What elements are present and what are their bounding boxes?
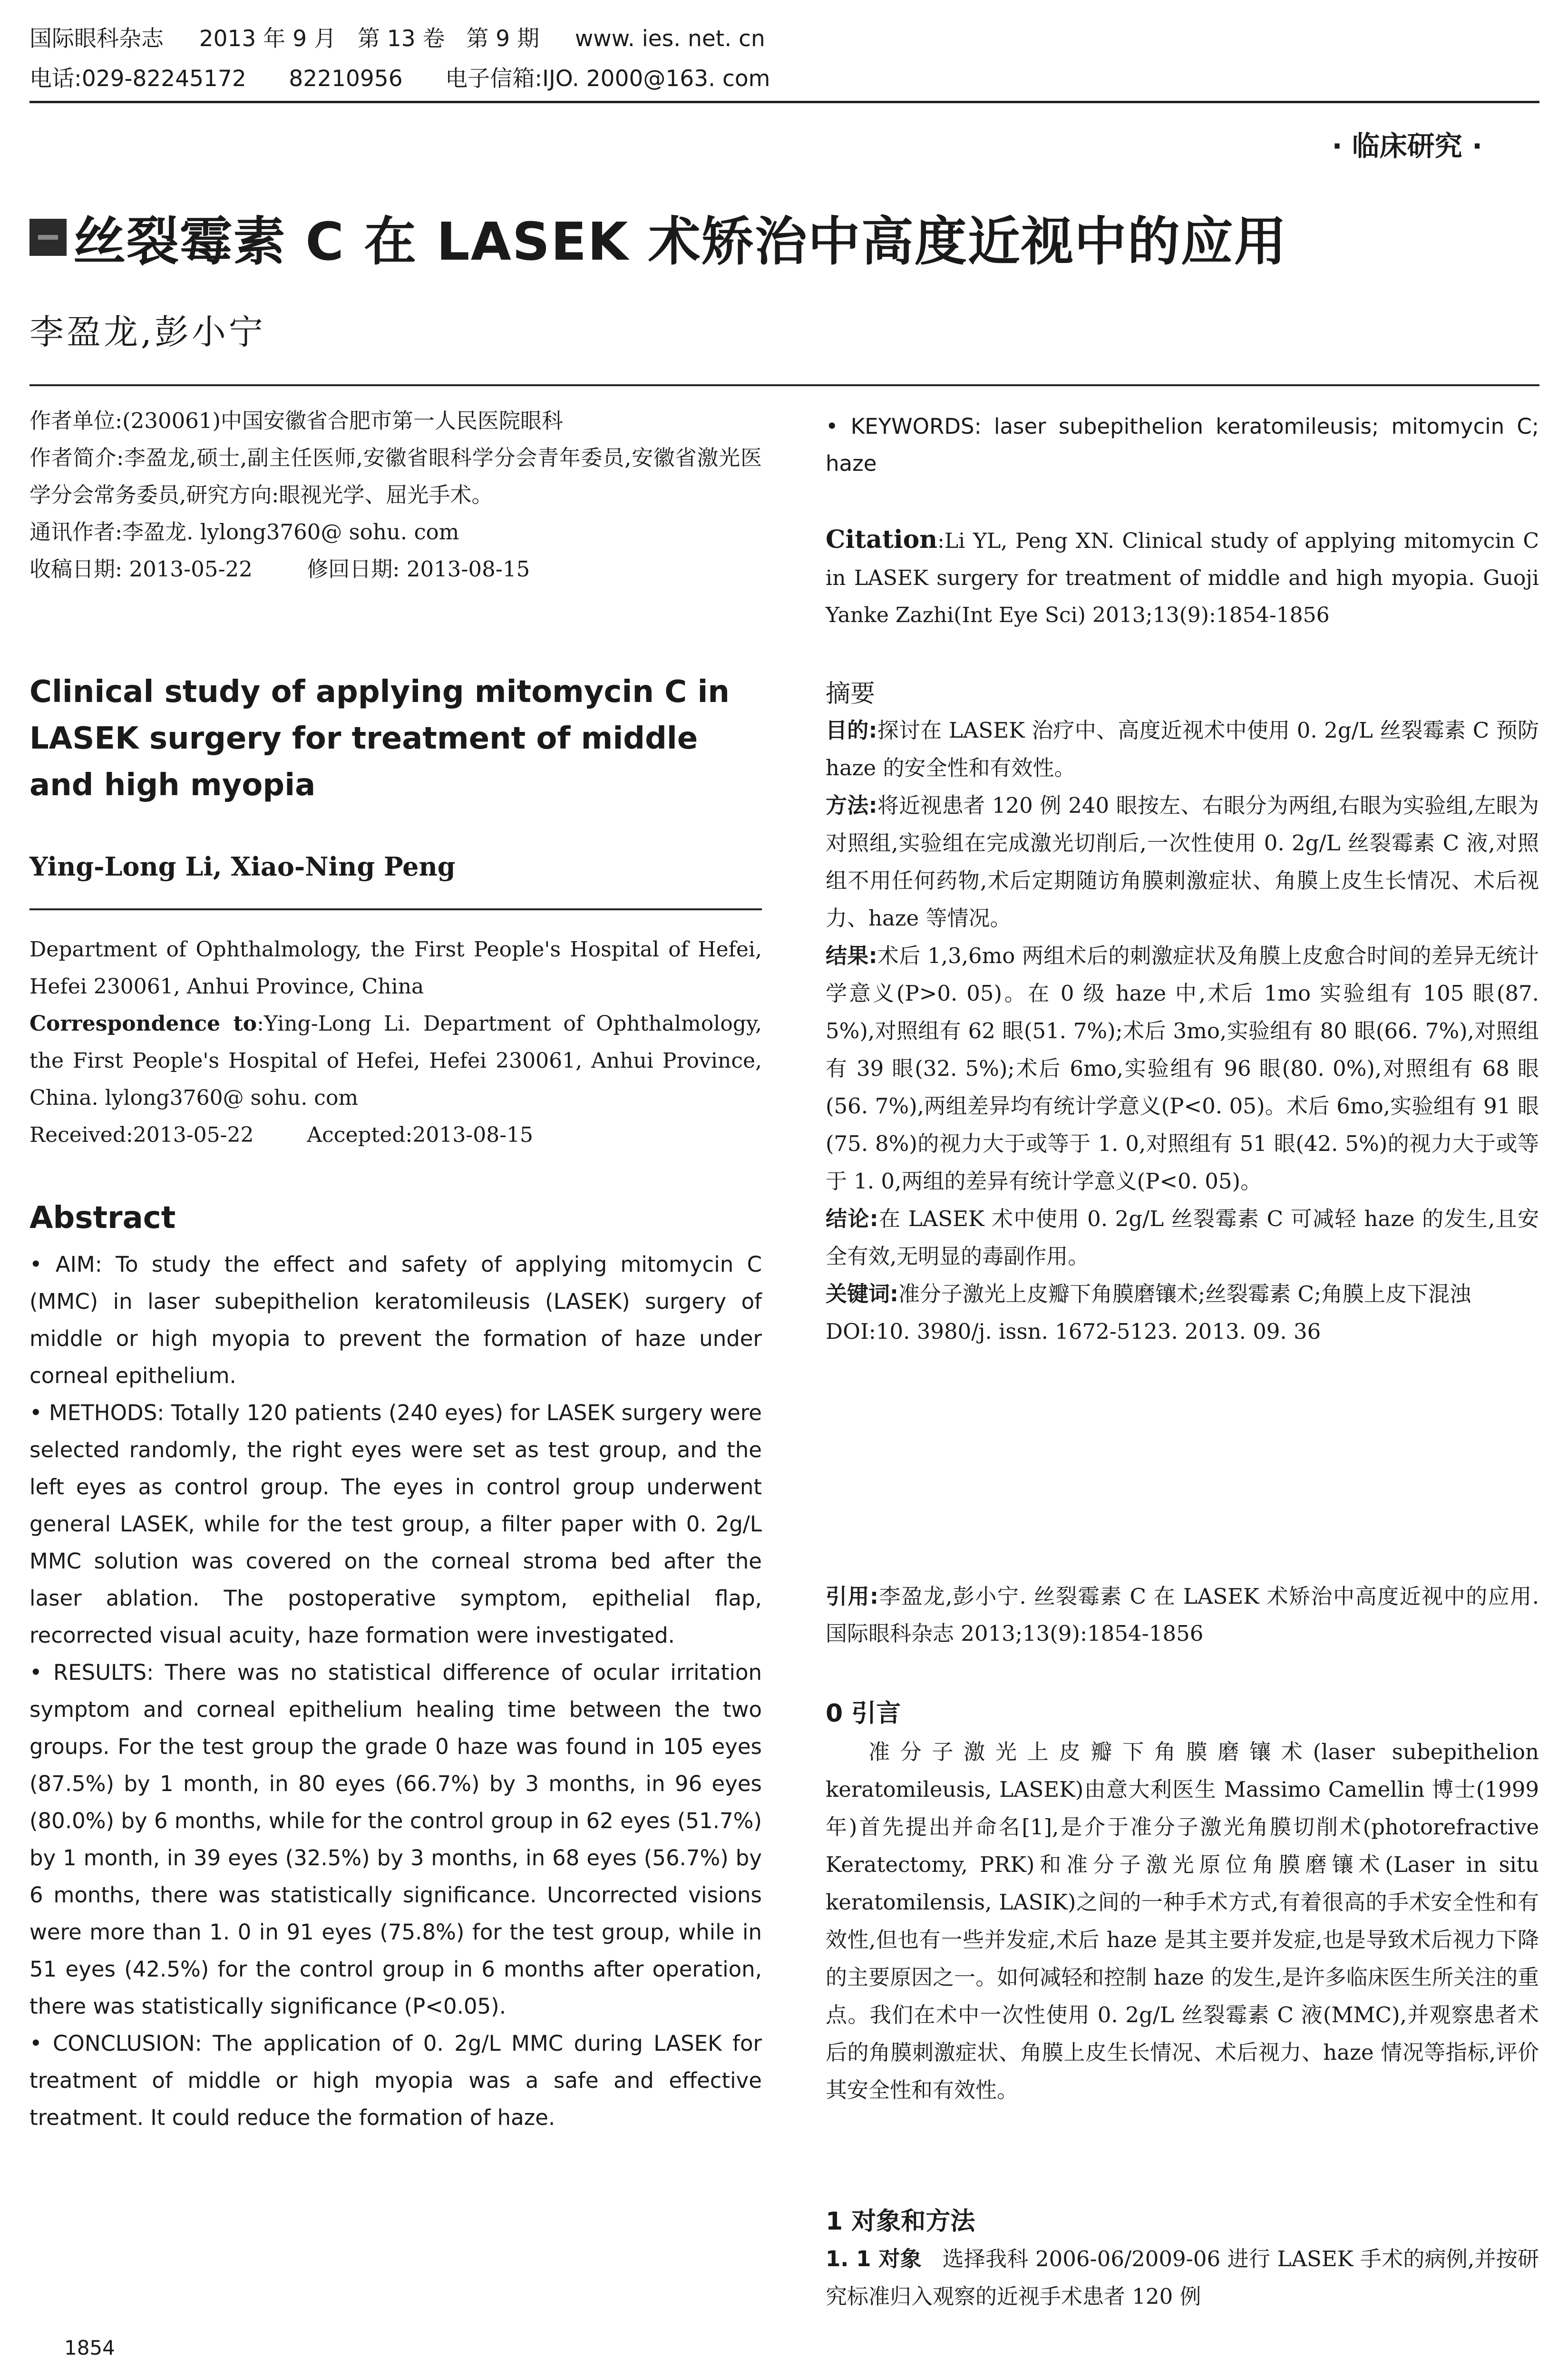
header-rule: [29, 101, 1539, 103]
cn-abstract-results: 结果:术后 1,3,6mo 两组术后的刺激症状及角膜上皮愈合时间的差异无统计学意义(P>0. 05)。在 0 级 haze 中,术后 1mo 实验组有 105 眼(87. 5%),对照组有 62 眼(51. 7%);术后 3mo,实验组有 80 眼(66. 7%),对照组有 39 眼(32. 5%);术后 6mo,实验组有 96 眼(80. 0%),对照组有 68 眼(56. 7%),两组差异均有统计学意义(P<0. 05)。术后 6mo,实验组有 91 眼(75. 8%)的视力大于或等于 1. 0,对照组有 51 眼(42. 5%)的视力大于或等于 1. 0,两组的差异有统计学意义(P<0. 05)。: [826, 943, 1539, 1194]
author-bio: 作者简介:李盈龙,硕士,副主任医师,安徽省眼科学分会青年委员,安徽省激光医学分会常务委员,研究方向:眼视光学、屈光手术。: [29, 445, 762, 507]
cn-citation-text: 李盈龙,彭小宁. 丝裂霉素 C 在 LASEK 术矫治中高度近视中的应用. 国际眼科杂志 2013;13(9):1854-1856: [826, 1584, 1539, 1646]
author-info: [29, 402, 762, 588]
methods-heading: 1 对象和方法: [826, 2207, 975, 2236]
phone2: 82210956: [289, 66, 403, 92]
intro-body: [826, 1733, 1539, 2109]
phone: 电话:029-82245172: [29, 66, 246, 92]
cn-abstract-body: [826, 711, 1539, 1350]
received-accepted: Received:2013-05-22 Accepted:2013-08-15: [29, 1123, 534, 1147]
cn-citation-label: 引用:: [826, 1584, 879, 1609]
journal-website: www. ies. net. cn: [575, 26, 765, 52]
cn-abstract-methods: 方法:将近视患者 120 例 240 眼按左、右眼分为两组,右眼为实验组,左眼为对照组,实验组在完成激光切削后,一次性使用 0. 2g/L 丝裂霉素 C 液,对照组不用任何药物,术后定期随访角膜刺激症状、角膜上皮生长情况、术后视力、haze 等情况。: [826, 793, 1539, 931]
abstract-results: • RESULTS: There was no statistical difference of ocular irritation symptom and corneal epithelium healing time between the two groups. For the test group the grade 0 haze was found in 105 eyes (87.5%) by 1 month, in 80 eyes (66.7%) by 3 months, in 96 eyes (80.0%) by 6 months, while for the control group in 62 eyes (51.7%) by 1 month, in 39 eyes (32.5%) by 3 months, in 68 eyes (56.7%) by 6 months, there was statistically significance. Uncorrected visions were more than 1. 0 in 91 eyes (75.8%) for the test group, while in 51 eyes (42.5%) for the control group in 6 months after operation, there was statistically significance (P<0.05).: [29, 1660, 762, 2019]
intro-heading: 0 引言: [826, 1699, 901, 1728]
cn-citation: [826, 1578, 1539, 1652]
corresponding-author: 通讯作者:李盈龙. lylong3760@ sohu. com: [29, 519, 459, 545]
abstract-methods: • METHODS: Totally 120 patients (240 eyes) for LASEK surgery were selected randomly, the right eyes were set as test group, and the left eyes as control group. The eyes in control group underwent general LASEK, while for the test group, a filter paper with 0. 2g/L MMC solution was covered on the corneal stroma bed after the laser ablation. The postoperative symptom, epithelial flap, recorrected visual acuity, haze formation were investigated.: [29, 1400, 762, 1648]
authors-cn: 李盈龙,彭小宁: [29, 312, 266, 352]
abstract-body: [29, 1246, 762, 2136]
abstract-aim: • AIM: To study the effect and safety of applying mitomycin C (MMC) in laser subepithelion keratomileusis (LASEK) surgery of middle or high myopia to prevent the formation of haze under corneal epithelium.: [29, 1252, 762, 1388]
methods-sub-text: 选择我科 2006-06/2009-06 进行 LASEK 手术的病例,并按研究标准归入观察的近视手术患者 120 例: [826, 2246, 1539, 2309]
affiliation: Department of Ophthalmology, the First People's Hospital of Hefei, Hefei 230061, Anhui Province, China: [29, 937, 762, 999]
journal-header-line2: [29, 65, 770, 93]
cn-abstract-heading: 摘要: [826, 680, 876, 708]
english-authors: Ying-Long Li, Xiao-Ning Peng: [29, 851, 456, 882]
issue-info: 2013 年 9 月 第 13 卷 第 9 期: [199, 26, 540, 52]
cn-abstract-aim: 目的:探讨在 LASEK 治疗中、高度近视术中使用 0. 2g/L 丝裂霉素 C 预防 haze 的安全性和有效性。: [826, 718, 1539, 780]
page-number: 1854: [64, 2336, 115, 2359]
abstract-conclusion: • CONCLUSION: The application of 0. 2g/L MMC during LASEK for treatment of middle or high myopia was a safe and effective treatment. It could reduce the formation of haze.: [29, 2031, 762, 2130]
authors-rule: [29, 908, 762, 910]
intro-paragraph: 准分子激光上皮瓣下角膜磨镶术(laser subepithelion keratomileusis, LASEK)由意大利医生 Massimo Camellin 博士(1999 年)首先提出并命名[1],是介于准分子激光角膜切削术(photorefractive Keratectomy, PRK)和准分子激光原位角膜磨镶术(Laser in situ keratomilensis, LASIK)之间的一种手术方式,有着很高的手术安全性和有效性,但也有一些并发症,术后 haze 是其主要并发症,也是导致术后视力下降的主要原因之一。如何减轻和控制 haze 的发生,是许多临床医生所关注的重点。我们在术中一次性使用 0. 2g/L 丝裂霉素 C 液(MMC),并观察患者术后的角膜刺激症状、角膜上皮生长情况、术后视力、haze 情况等指标,评价其安全性和有效性。: [826, 1739, 1539, 2103]
english-title: Clinical study of applying mitomycin C in LASEK surgery for treatment of middle and high myopia: [29, 674, 730, 803]
doi: DOI:10. 3980/j. issn. 1672-5123. 2013. 09. 36: [826, 1319, 1321, 1344]
article-title: 丝裂霉素 C 在 LASEK 术矫治中高度近视中的应用: [29, 200, 1287, 275]
affiliation-block: [29, 931, 762, 1154]
cn-abstract-conclusion: 结论:在 LASEK 术中使用 0. 2g/L 丝裂霉素 C 可减轻 haze 的发生,且安全有效,无明显的毒副作用。: [826, 1206, 1539, 1269]
keywords: • KEYWORDS: laser subepithelion keratomileusis; mitomycin C; haze: [826, 414, 1539, 476]
title-ornament-icon: [29, 219, 67, 256]
abstract-heading: Abstract: [29, 1200, 176, 1236]
citation-label: Citation: [826, 525, 938, 554]
cn-keywords: 关键词:准分子激光上皮瓣下角膜磨镶术;丝裂霉素 C;角膜上皮下混浊: [826, 1281, 1471, 1306]
email: 电子信箱:IJO. 2000@163. com: [445, 66, 770, 92]
author-affiliation: 作者单位:(230061)中国安徽省合肥市第一人民医院眼科: [29, 408, 564, 433]
citation-text: :Li YL, Peng XN. Clinical study of applying mitomycin C in LASEK surgery for treatment of middle and high myopia. Guoji Yanke Zazhi(Int Eye Sci) 2013;13(9):1854-1856: [826, 529, 1539, 627]
journal-header-line1: [29, 25, 765, 53]
title-rule: [29, 384, 1539, 386]
methods-sub-label: 1. 1 对象: [826, 2246, 922, 2271]
section-label: · 临床研究 ·: [1332, 130, 1482, 162]
methods-subjects: [826, 2240, 1539, 2315]
journal-name: 国际眼科杂志: [29, 26, 164, 52]
citation-en: [826, 521, 1539, 634]
dates: 收稿日期: 2013-05-22 修回日期: 2013-08-15: [29, 556, 530, 582]
correspondence: Correspondence to:Ying-Long Li. Department of Ophthalmology, the First People's Hospital of Hefei, Hefei 230061, Anhui Province, China. lylong3760@ sohu. com: [29, 1012, 762, 1110]
